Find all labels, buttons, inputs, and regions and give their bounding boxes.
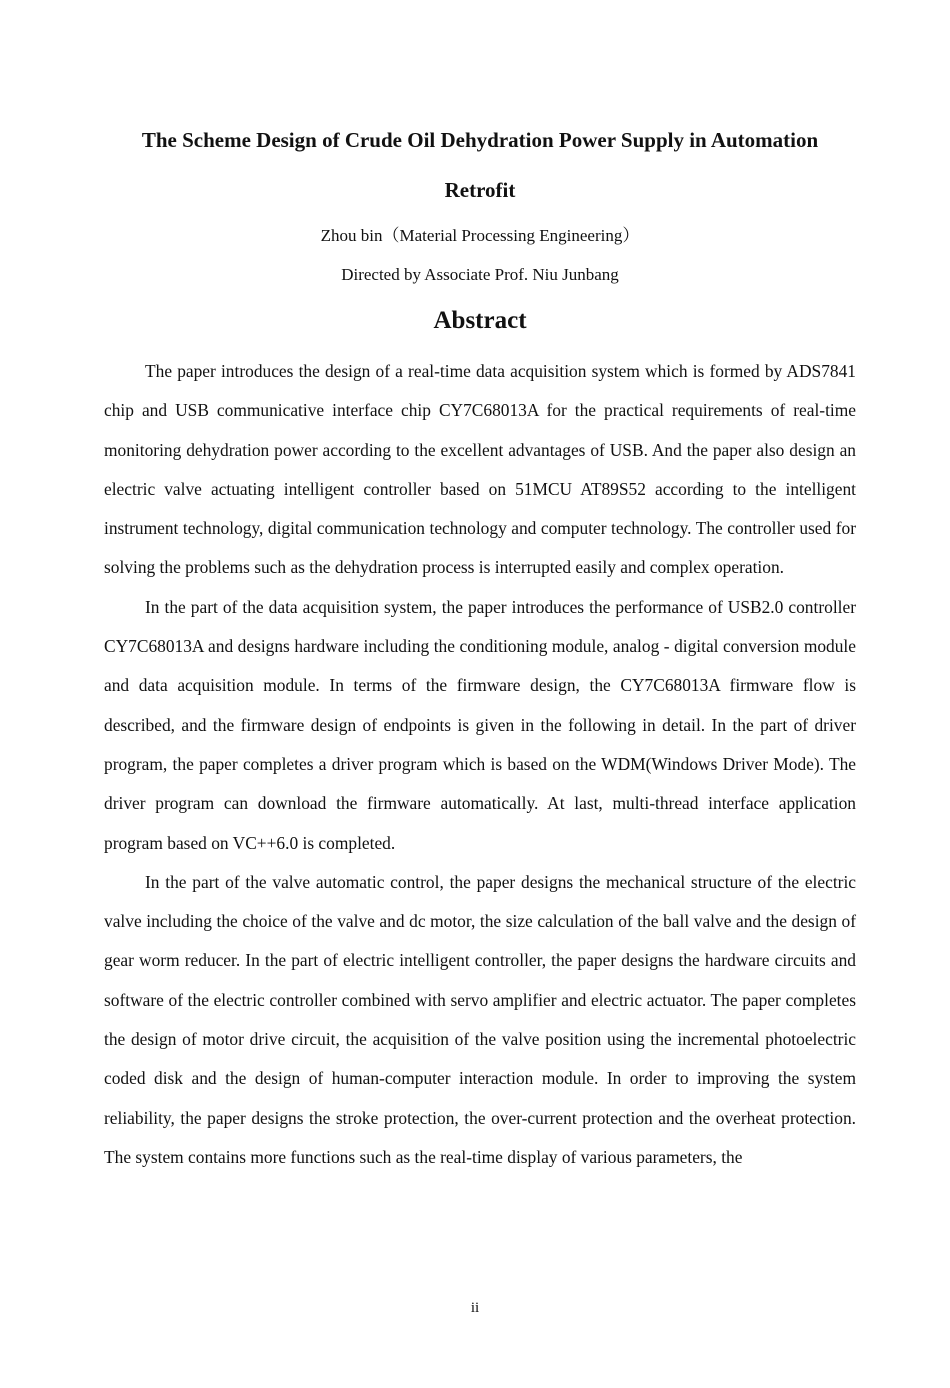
abstract-paragraph-3: In the part of the valve automatic control, the paper designs the mechanical structure of the electric valve including the choice of the valve and dc motor, the size calculation of the ball valve and the design of gear worm reducer. In the part of electric intelligent controller, the paper designs the hardware circuits and software of the electric controller combined with servo amplifier and electric actuator. The paper completes the design of motor drive circuit, the acquisition of the valve position using the incremental photoelectric coded disk and the design of human-computer interaction module. In order to improving the system reliability, the paper designs the stroke protection, the over-current protection and the overheat protection. The system contains more functions such as the real-time display of various parameters, the bbox=[104, 871, 856, 1167]
abstract-heading: Abstract bbox=[433, 307, 527, 334]
abstract-paragraph-1: The paper introduces the design of a real-time data acquisition system which is formed by ADS7841 chip and USB communicative interface chip CY7C68013A for the practical requirements of real-time monitoring dehydration power according to the excellent advantages of USB. And the paper also design an electric valve actuating intelligent controller based on 51MCU AT89S52 according to the intelligent instrument technology, digital communication technology and computer technology. The controller used for solving the problems such as the dehydration process is interrupted easily and complex operation. bbox=[104, 361, 856, 578]
director-line: Directed by Associate Prof. Niu Junbang bbox=[341, 265, 619, 284]
paper-title-line-1: The Scheme Design of Crude Oil Dehydration Power Supply in Automation bbox=[141, 128, 819, 152]
page-number: ii bbox=[470, 1300, 480, 1316]
paper-title-line-2: Retrofit bbox=[444, 178, 516, 202]
author-line: Zhou bin（Material Processing Engineering） bbox=[320, 226, 640, 245]
abstract-body bbox=[104, 352, 856, 1177]
abstract-paragraph-2: In the part of the data acquisition system, the paper introduces the performance of USB2.0 controller CY7C68013A and designs hardware including the conditioning module, analog - digital conversion module and data acquisition module. In terms of the firmware design, the CY7C68013A firmware flow is described, and the firmware design of endpoints is given in the following in detail. In the part of driver program, the paper completes a driver program which is based on the WDM(Windows Driver Mode). The driver program can download the firmware automatically. At last, multi-thread interface application program based on VC++6.0 is completed. bbox=[104, 596, 856, 853]
